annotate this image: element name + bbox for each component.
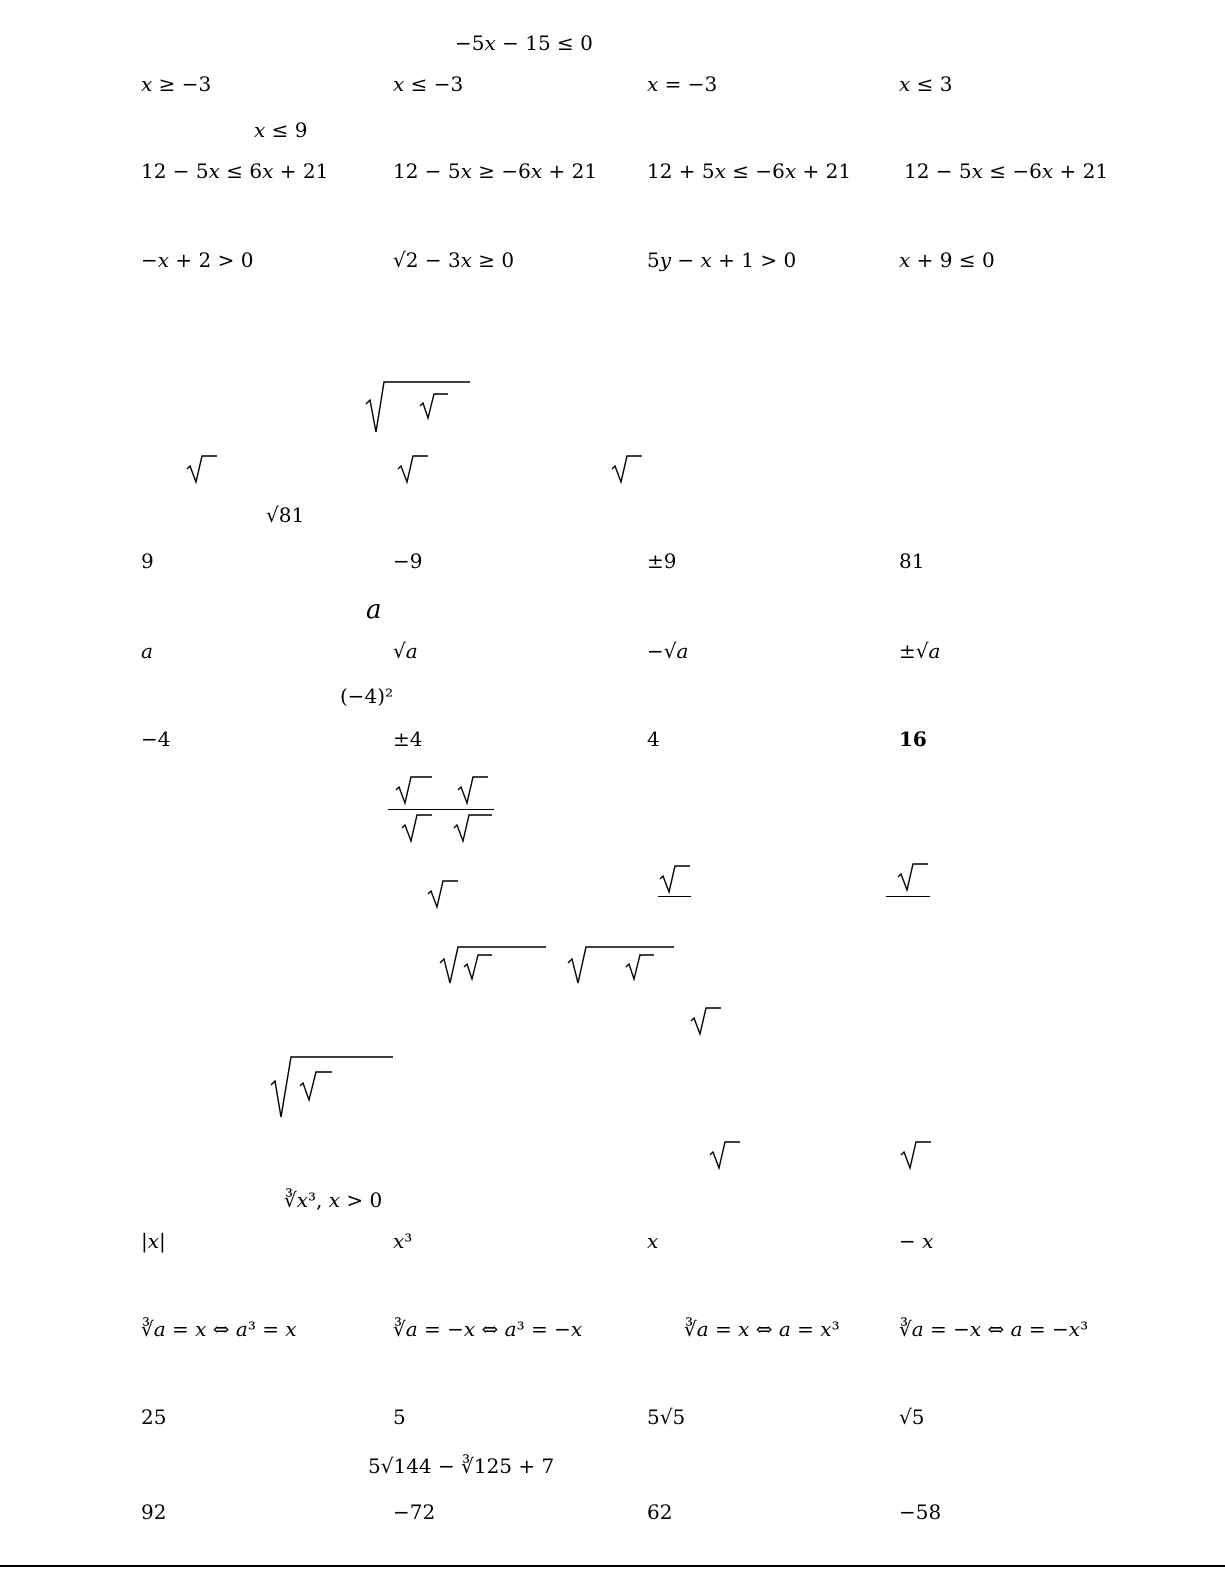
- q14-option-a: 25: [141, 1405, 167, 1429]
- q1-option-b: 𝑥 ≤ −3: [393, 72, 464, 96]
- q15-option-c: 62: [647, 1500, 673, 1524]
- q11-option-d-radical-symbol: [901, 1140, 933, 1170]
- q1-option-c: 𝑥 = −3: [647, 72, 718, 96]
- q13-option-a: ∛𝑎 = 𝑥 ⇔ 𝑎³ = 𝑥: [141, 1317, 297, 1341]
- q5-option-c: ±9: [647, 549, 677, 573]
- q8-option-b-radical-symbol: [428, 879, 460, 909]
- q12-option-a: |𝑥|: [141, 1229, 166, 1253]
- q14-option-b: 5: [393, 1405, 406, 1429]
- fraction-bar: [388, 809, 494, 810]
- nested-radical-q10-inner: [300, 1070, 334, 1102]
- nested-radical-inner-symbol: [420, 392, 450, 420]
- q6-option-d: ±√𝑎: [899, 639, 941, 663]
- q15-option-b: −72: [393, 1500, 436, 1524]
- q9-radical-symbol: [691, 1006, 723, 1036]
- q4-option-c-radical-symbol: [612, 454, 644, 484]
- q5-option-d: 81: [899, 549, 925, 573]
- q8-option-c-fraction-bar: [658, 896, 691, 897]
- q2-option-b: 12 − 5𝑥 ≥ −6𝑥 + 21: [393, 159, 598, 183]
- nested-radical-right-inner: [626, 953, 656, 981]
- nested-radical-left-outer: [440, 945, 548, 985]
- fraction-denominator-radical-2: [454, 813, 494, 843]
- fraction-numerator-radical-2: [458, 775, 490, 805]
- q6-option-a: 𝑎: [141, 639, 153, 663]
- question-15-stem: 5√144 − ∛125 + 7: [368, 1454, 555, 1478]
- q13-option-c: ∛𝑎 = 𝑥 ⇔ 𝑎 = 𝑥³: [684, 1317, 840, 1341]
- q13-option-b: ∛𝑎 = −𝑥 ⇔ 𝑎³ = −𝑥: [393, 1317, 583, 1341]
- q2-option-a: 12 − 5𝑥 ≤ 6𝑥 + 21: [141, 159, 329, 183]
- q15-option-d: −58: [899, 1500, 942, 1524]
- question-1-stem: −5𝑥 − 15 ≤ 0: [455, 31, 593, 55]
- q1-option-a: 𝑥 ≥ −3: [141, 72, 212, 96]
- q2-option-c: 12 + 5𝑥 ≤ −6𝑥 + 21: [647, 159, 852, 183]
- q5-option-b: −9: [393, 549, 423, 573]
- nested-radical-right-outer: [568, 945, 676, 985]
- q3-option-a: −𝑥 + 2 > 0: [141, 248, 254, 272]
- q7-option-a: −4: [141, 727, 171, 751]
- q15-option-a: 92: [141, 1500, 167, 1524]
- q8-option-d-radical-symbol: [898, 862, 930, 892]
- q6-option-c: −√𝑎: [647, 639, 689, 663]
- q12-option-c: 𝑥: [647, 1229, 659, 1253]
- q14-option-c: 5√5: [647, 1405, 686, 1429]
- q7-option-c: 4: [647, 727, 660, 751]
- q4-option-a-radical-symbol: [187, 454, 219, 484]
- question-2-stem: 𝑥 ≤ 9: [254, 118, 308, 142]
- fraction-numerator-radical-1: [396, 775, 434, 805]
- fraction-denominator-radical-1: [402, 813, 434, 843]
- nested-radical-outer-symbol: [366, 380, 472, 436]
- question-5-stem: √81: [266, 503, 305, 527]
- q12-option-d: − 𝑥: [899, 1229, 934, 1253]
- q7-option-b: ±4: [393, 727, 423, 751]
- q3-option-d: 𝑥 + 9 ≤ 0: [899, 248, 995, 272]
- q12-option-b: 𝑥³: [393, 1229, 413, 1253]
- page-bottom-rule: [0, 1565, 1225, 1567]
- q6-option-b: √𝑎: [393, 639, 418, 663]
- question-7-stem: (−4)²: [340, 684, 394, 708]
- q8-option-d-fraction-bar: [886, 896, 930, 897]
- q11-option-c-radical-symbol: [710, 1140, 742, 1170]
- q3-option-c: 5𝑦 − 𝑥 + 1 > 0: [647, 248, 797, 272]
- q1-option-d: 𝑥 ≤ 3: [899, 72, 953, 96]
- q5-option-a: 9: [141, 549, 154, 573]
- question-12-stem: ∛𝑥³, 𝑥 > 0: [284, 1188, 383, 1212]
- q7-option-d: 16: [899, 727, 927, 751]
- q4-option-b-radical-symbol: [398, 454, 430, 484]
- q14-option-d: √5: [899, 1405, 925, 1429]
- q8-option-c-radical-symbol: [660, 864, 692, 894]
- nested-radical-left-inner: [464, 953, 494, 981]
- q3-option-b: √2 − 3𝑥 ≥ 0: [393, 248, 515, 272]
- q13-option-d: ∛𝑎 = −𝑥 ⇔ 𝑎 = −𝑥³: [899, 1317, 1089, 1341]
- question-6-stem: 𝑎: [366, 595, 382, 625]
- q2-option-d: 12 − 5𝑥 ≤ −6𝑥 + 21: [904, 159, 1109, 183]
